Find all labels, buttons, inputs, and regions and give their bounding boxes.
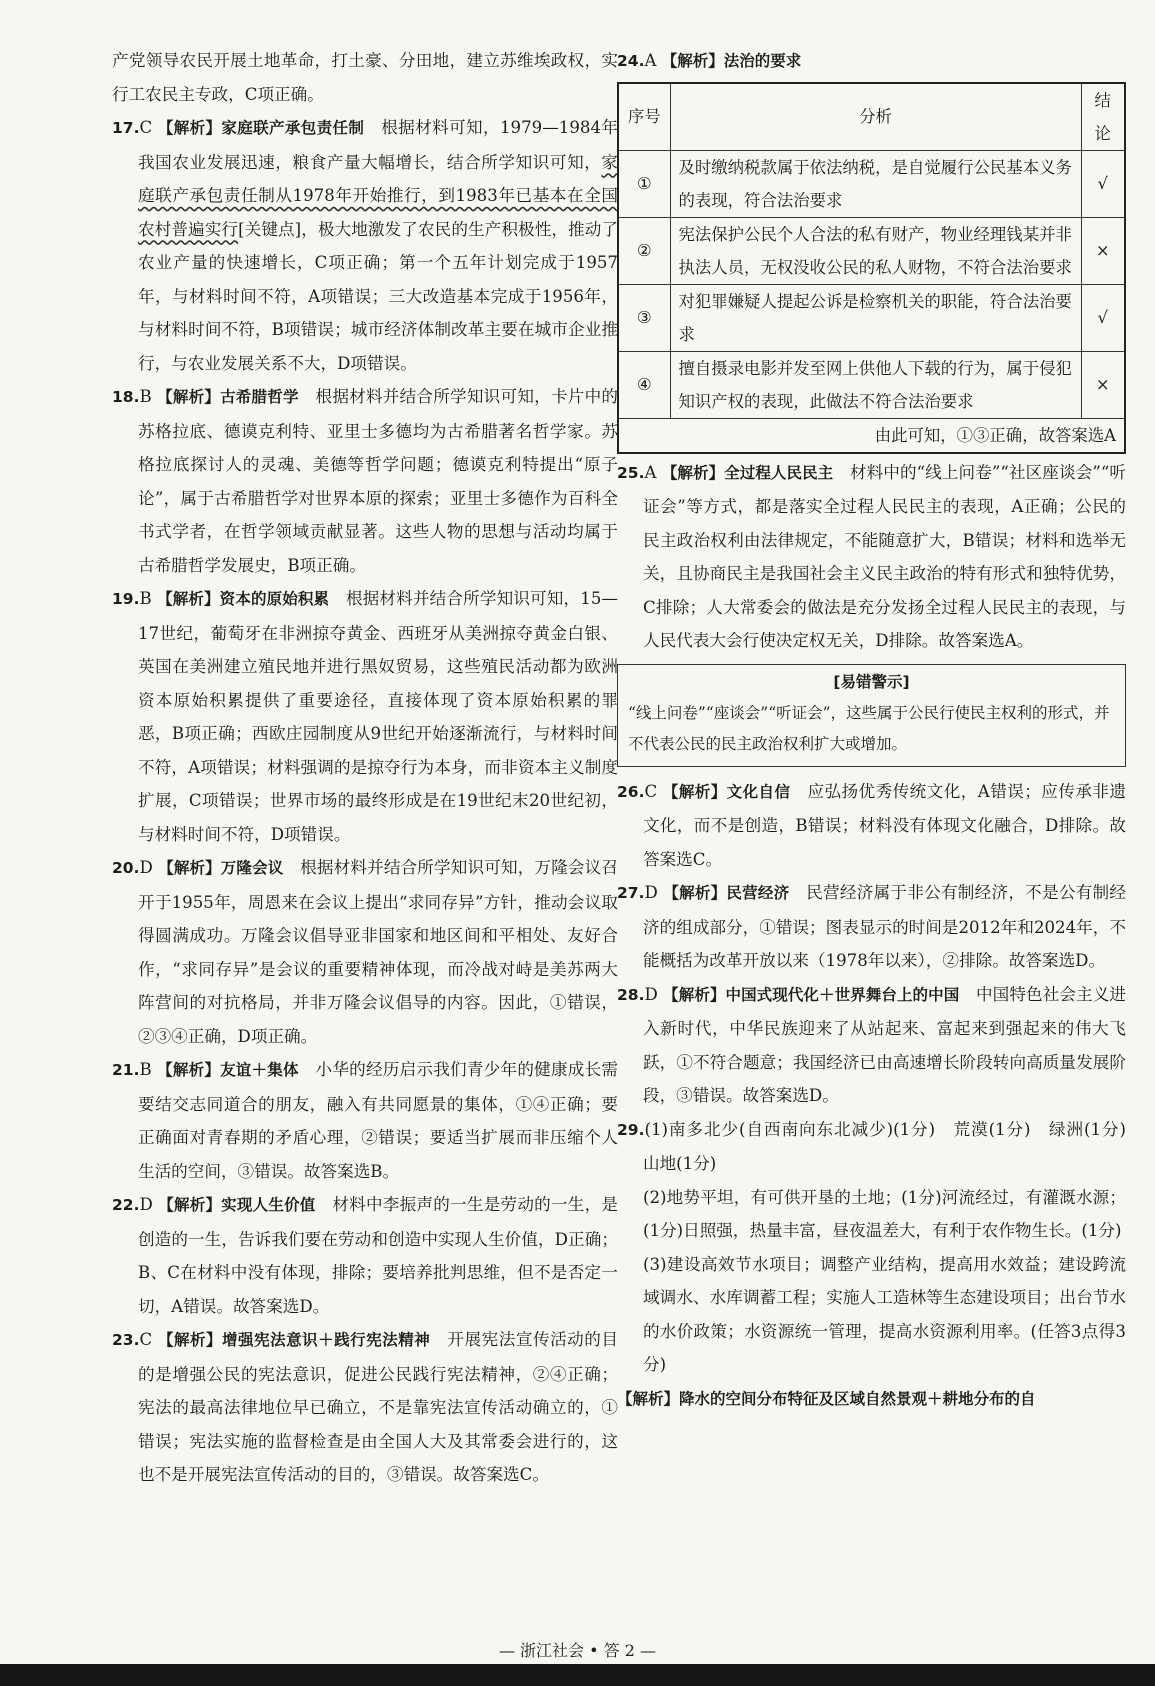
scan-edge-bar — [0, 1664, 1155, 1686]
right-column — [617, 44, 1143, 1416]
analysis-tag: 【解析】友谊＋集体 — [157, 1061, 299, 1079]
question-26: 26.C 【解析】文化自信 应弘扬优秀传统文化，A错误；应传承非遗文化，而不是创造，B错误；材料没有体现文化融合，D排除。故答案选C。 — [617, 781, 1127, 869]
analysis-tag: 【解析】资本的原始积累 — [157, 590, 330, 608]
answer-letter: D — [139, 1195, 153, 1214]
answer-letter: C — [139, 118, 153, 137]
answer-letter: B — [139, 387, 152, 406]
table-header: 结论 — [1081, 83, 1125, 151]
question-24: 24.A 【解析】法治的要求 — [617, 51, 802, 70]
answer-part-2: (2)地势平坦，有可供开垦的土地；(1分)河流经过，有灌溉水源；(1分)日照强，热量丰富，昼夜温差大，有利于农作物生长。(1分) — [643, 1187, 1126, 1240]
table-row: ③ 对犯罪嫌疑人提起公诉是检察机关的职能，符合法治要求 √ — [618, 284, 1125, 351]
analysis-tag: 【解析】实现人生价值 — [158, 1196, 316, 1214]
page-footer: — 浙江社会 • 答 2 — — [498, 1641, 657, 1660]
answer-letter: C — [139, 1330, 153, 1349]
table-header: 序号 — [618, 83, 670, 151]
question-29: 29.(1)南多北少(自西南向东北减少)(1分) 荒漠(1分) 绿洲(1分) 山地(1分) (2)地势平坦，有可供开垦的土地；(1分)河流经过，有灌溉水源；(1分)日照强，热量丰富，昼夜温差大，有利于农作物生长。(1分) (3)建设高效节水项目；调整产业结构，提高用水效益；建设跨流域调水、水库调蓄工程；实施人工造林等生态建设项目；出台节水的水价政策；水资源统一管理，提高水资源利用率。(任答3点得3分) 【解析】降水的空间分布特征及区域自然景观＋耕地分布的自 — [617, 1119, 1143, 1408]
check-mark: √ — [1081, 150, 1125, 217]
answer-letter: A — [644, 51, 657, 70]
answer-letter: B — [139, 589, 152, 608]
analysis-tag: 【解析】文化自信 — [662, 782, 791, 801]
analysis-tag: 【解析】万隆会议 — [158, 859, 284, 877]
analysis-tag: 【解析】民营经济 — [663, 884, 790, 902]
warning-text: “线上问卷”“座谈会”“听证会”，这些属于公民行使民主权利的形式，并不代表公民的民主政治权利扩大或增加。 — [628, 703, 1110, 753]
analysis-tag: 【解析】法治的要求 — [661, 52, 802, 70]
table-summary-row — [618, 418, 1125, 453]
answer-letter: D — [139, 858, 153, 877]
cross-mark: × — [1081, 217, 1125, 284]
question-19: 19.B 【解析】资本的原始积累 根据材料并结合所学知识可知，15—17世纪，葡萄牙在非洲掠夺黄金、西班牙从美洲掠夺黄金白银、英国在美洲建立殖民地并进行黑奴贸易，这些殖民活动都为欧洲资本原始积累提供了重要途径，直接体现了资本原始积累的罪恶，B项正确；西欧庄园制度从9世纪开始逐渐流行，与材料时间不符，A项错误；材料强调的是掠夺行为本身，而非资本主义制度扩展，C项错误；世界市场的最终形成是在19世纪末20世纪初，与材料时间不符，D项错误。 — [112, 589, 618, 844]
question-17: 17.C 【解析】家庭联产承包责任制 根据材料可知，1979—1984年我国农业发展迅速，粮食产量大幅增长，结合所学知识可知，家庭联产承包责任制从1978年开始推行，到1983年已基本在全国农村普遍实行[关键点]，极大地激发了农民的生产积极性，推动了农业产量的快速增长，C项正确；第一个五年计划完成于1957年，与材料时间不符，A项错误；三大改造基本完成于1956年，与材料时间不符，B项错误；城市经济体制改革主要在城市企业推行，与农业发展关系不大，D项错误。 — [112, 118, 619, 373]
question-18: 18.B 【解析】古希腊哲学 根据材料并结合所学知识可知，卡片中的苏格拉底、德谟克利特、亚里士多德均为古希腊著名哲学家。苏格拉底探讨人的灵魂、美德等哲学问题；德谟克利特提出“原子论”，属于古希腊哲学对世界本原的探索；亚里士多德作为百科全书式学者，在哲学领域贡献显著。这些人物的思想与活动均属于古希腊哲学发展史，B项正确。 — [112, 387, 618, 575]
answer-letter: B — [139, 1060, 152, 1079]
analysis-tag: 【解析】中国式现代化＋世界舞台上的中国 — [663, 985, 960, 1004]
answer-letter: D — [644, 984, 658, 1004]
warning-title: [易错警示] — [833, 672, 910, 691]
key-point-underline: 家庭联产承包责任制从1978年开始推行，到1983年已基本在全国农村普遍实行 — [138, 152, 618, 239]
question-20: 20.D 【解析】万隆会议 根据材料并结合所学知识可知，万隆会议召开于1955年，周恩来在会议上提出“求同存异”方针，推动会议取得圆满成功。万隆会议倡导亚非国家和地区间和平相处、友好合作，“求同存异”是会议的重要精神体现，而冷战对峙是美苏两大阵营间的对抗格局，并非万隆会议倡导的内容。因此，①错误，②③④正确，D项正确。 — [112, 858, 619, 1046]
analysis-tag: 【解析】古希腊哲学 — [157, 388, 299, 406]
watermark-left: ​ — [465, 660, 475, 799]
question-25: 25.A 【解析】全过程人民民主 材料中的“线上问卷”“社区座谈会”“听证会”等方式，都是落实全过程人民民主的表现，A正确；公民的民主政治权利由法律规定，不能随意扩大，B错误；材料和选举无关，且协商民主是我国社会主义民主政治的特有形式和独特优势，C排除；人大常委会的做法是充分发扬全过程人民民主的表现，与人民代表大会行使决定权无关，D排除。故答案选A。 — [617, 462, 1126, 650]
left-column — [112, 44, 618, 1492]
analysis-tag: 【解析】家庭联产承包责任制 — [157, 119, 365, 137]
error-warning-box — [617, 664, 1126, 767]
answer-letter: C — [644, 781, 658, 801]
table-row: ① 及时缴纳税款属于依法纳税，是自觉履行公民基本义务的表现，符合法治要求 √ — [618, 150, 1125, 217]
table-summary: 由此可知，①③正确，故答案选A — [618, 418, 1125, 453]
table-header: 分析 — [670, 83, 1081, 151]
answer-letter: A — [644, 462, 657, 482]
analysis-tag: 【解析】全过程人民民主 — [661, 463, 834, 482]
answer-part-3: (3)建设高效节水项目；调整产业结构，提高用水效益；建设跨流域调水、水库调蓄工程；实施人工造林等生态建设项目；出台节水的水价政策；水资源统一管理，提高水资源利用率。(任答3点得3分) — [643, 1254, 1126, 1374]
question-21: 21.B 【解析】友谊＋集体 小华的经历启示我们青少年的健康成长需要结交志同道合的朋友，融入有共同愿景的集体，①④正确；要正确面对青春期的矛盾心理，②错误；要适当扩展而非压缩个人生活的空间，③错误。故答案选B。 — [112, 1060, 618, 1181]
analysis-tag: 【解析】降水的空间分布特征及区域自然景观＋耕地分布的自 — [617, 1389, 1036, 1408]
answer-letter: D — [644, 883, 658, 902]
intro-text: 产党领导农民开展土地革命，打土豪、分田地，建立苏维埃政权，实行工农民主专政，C项正确。 — [112, 51, 618, 104]
question-27: 27.D 【解析】民营经济 民营经济属于非公有制经济，不是公有制经济的组成部分，①错误；图表显示的时间是2012年和2024年，不能概括为改革开放以来（1978年以来），②排除。故答案选D。 — [617, 883, 1126, 970]
check-mark: √ — [1081, 284, 1125, 351]
question-23: 23.C 【解析】增强宪法意识＋践行宪法精神 开展宪法宣传活动的目的是增强公民的宪法意识，促进公民践行宪法精神，②④正确；宪法的最高法律地位早已确立，不是靠宪法宣传活动确立的，①错误；宪法实施的监督检查是由全国人大及其常委会进行的，这也不是开展宪法宣传活动的目的，③错误。故答案选C。 — [112, 1330, 619, 1484]
analysis-tag: 【解析】增强宪法意识＋践行宪法精神 — [157, 1331, 431, 1349]
table-row: ④ 擅自摄录电影并发至网上供他人下载的行为，属于侵犯知识产权的表现，此做法不符合法治要求 × — [618, 351, 1125, 418]
answer-part-1: (1)南多北少(自西南向东北减少)(1分) 荒漠(1分) 绿洲(1分) 山地(1分) — [643, 1119, 1143, 1173]
question-22: 22.D 【解析】实现人生价值 材料中李振声的一生是劳动的一生，是创造的一生，告诉我们要在劳动和创造中实现人生价值，D正确；B、C在材料中没有体现，排除；要培养批判思维，但不是否定一切，A错误。故答案选D。 — [112, 1195, 618, 1316]
table-row: ② 宪法保护公民个人合法的私有财产，物业经理钱某并非执法人员，无权没收公民的私人财物，不符合法治要求 × — [618, 217, 1125, 284]
cross-mark: × — [1081, 351, 1125, 418]
analysis-table — [617, 82, 1126, 454]
question-28: 28.D 【解析】中国式现代化＋世界舞台上的中国 中国特色社会主义进入新时代，中华民族迎来了从站起来、富起来到强起来的伟大飞跃，①不符合题意；我国经济已由高速增长阶段转向高质量发展阶段，③错误。故答案选D。 — [617, 984, 1127, 1105]
table-header-row — [618, 83, 1125, 151]
